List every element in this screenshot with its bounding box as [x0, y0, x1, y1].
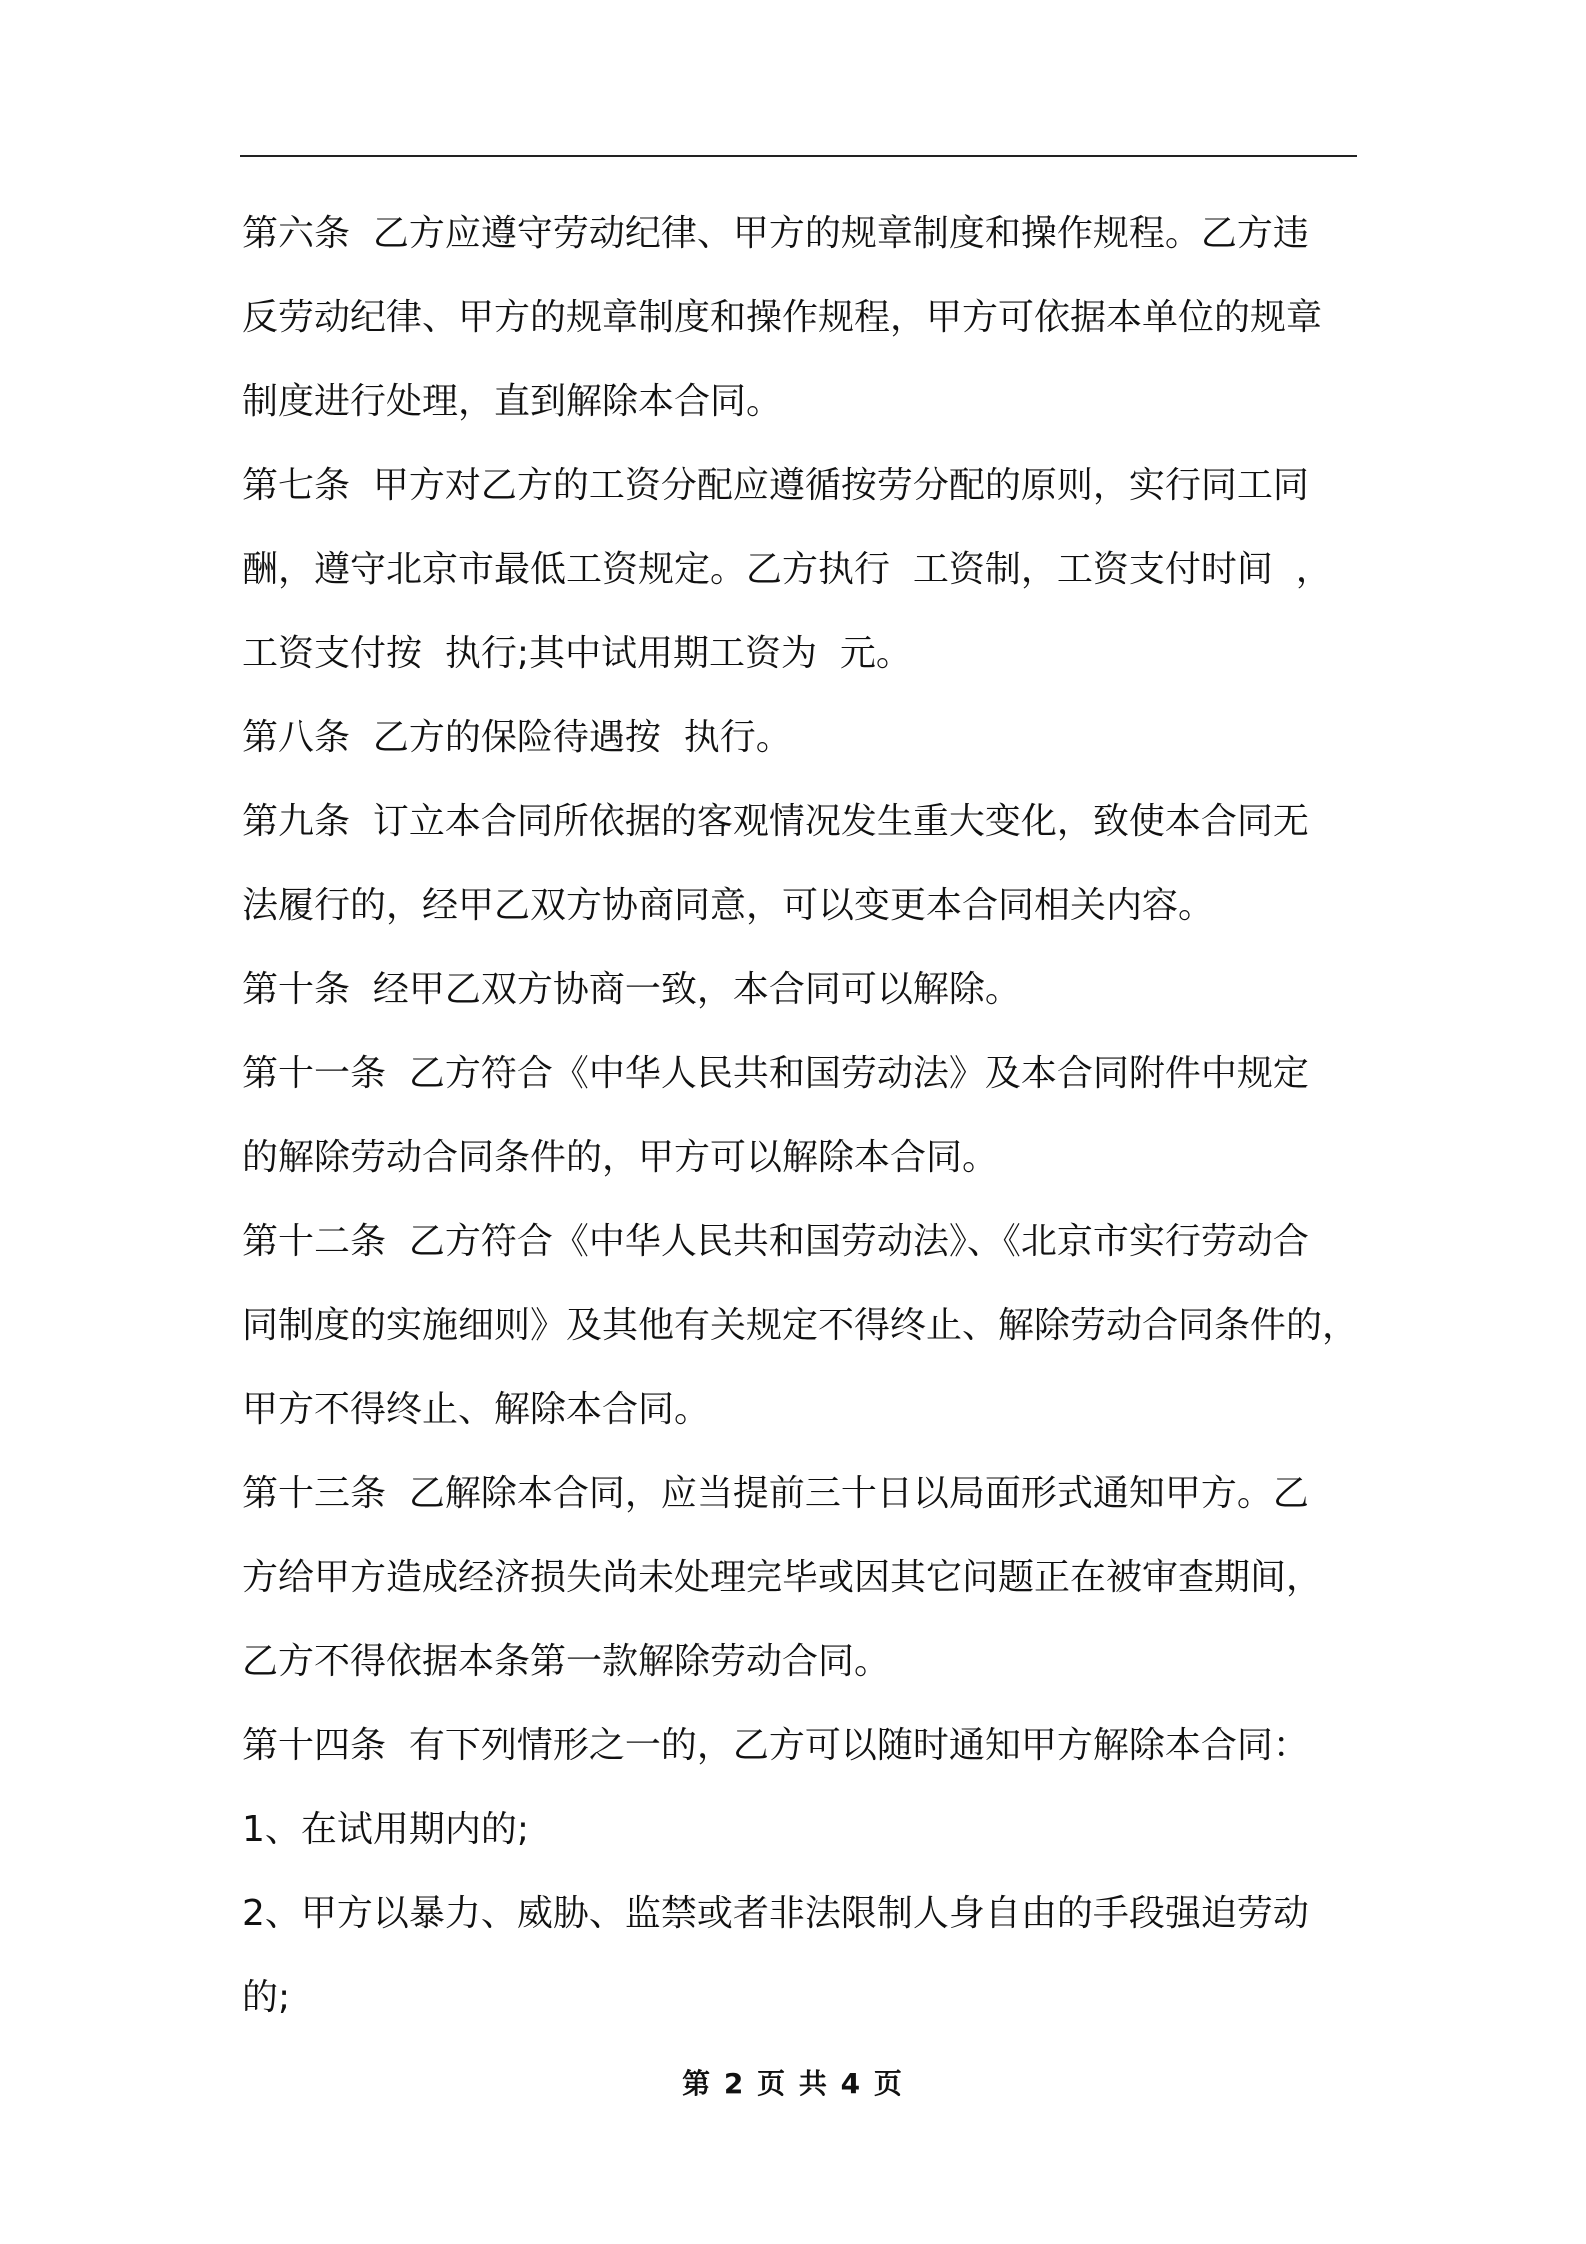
text-line: 第七条 甲方对乙方的工资分配应遵循按劳分配的原则，实行同工同 [242, 465, 1309, 506]
text-line: 反劳动纪律、甲方的规章制度和操作规程，甲方可依据本单位的规章 [242, 297, 1323, 338]
text-line: 制度进行处理，直到解除本合同。 [242, 381, 783, 422]
text-line: 第十二条 乙方符合《中华人民共和国劳动法》、《北京市实行劳动合 [242, 1221, 1309, 1262]
text-line: 的解除劳动合同条件的，甲方可以解除本合同。 [242, 1137, 999, 1178]
text-line: 1、在试用期内的; [242, 1809, 530, 1850]
text-line: 第六条 乙方应遵守劳动纪律、甲方的规章制度和操作规程。乙方违 [242, 213, 1309, 254]
page-number-footer: 第 2 页 共 4 页 [682, 2067, 904, 2100]
text-line: 第十四条 有下列情形之一的，乙方可以随时通知甲方解除本合同： [242, 1725, 1309, 1766]
text-line: 甲方不得终止、解除本合同。 [242, 1389, 711, 1430]
text-line: 第八条 乙方的保险待遇按 执行。 [242, 717, 792, 758]
text-line: 乙方不得依据本条第一款解除劳动合同。 [242, 1641, 891, 1682]
header-rule [240, 155, 1357, 157]
text-line: 第十条 经甲乙双方协商一致，本合同可以解除。 [242, 969, 1021, 1010]
text-line: 第十三条 乙解除本合同，应当提前三十日以局面形式通知甲方。乙 [242, 1473, 1309, 1514]
text-line: 2、甲方以暴力、威胁、监禁或者非法限制人身自由的手段强迫劳动 [242, 1893, 1309, 1934]
text-line: 的; [242, 1977, 291, 2018]
text-line: 酬，遵守北京市最低工资规定。乙方执行 工资制，工资支付时间 ， [242, 549, 1332, 590]
text-line: 第十一条 乙方符合《中华人民共和国劳动法》及本合同附件中规定 [242, 1053, 1309, 1094]
text-line: 方给甲方造成经济损失尚未处理完毕或因其它问题正在被审查期间， [242, 1557, 1323, 1598]
document-body [242, 192, 1357, 2040]
text-line: 工资支付按 执行;其中试用期工资为 元。 [242, 633, 912, 674]
text-line: 第九条 订立本合同所依据的客观情况发生重大变化，致使本合同无 [242, 801, 1309, 842]
text-line: 同制度的实施细则》及其他有关规定不得终止、解除劳动合同条件的， [242, 1305, 1359, 1346]
text-line: 法履行的，经甲乙双方协商同意，可以变更本合同相关内容。 [242, 885, 1215, 926]
